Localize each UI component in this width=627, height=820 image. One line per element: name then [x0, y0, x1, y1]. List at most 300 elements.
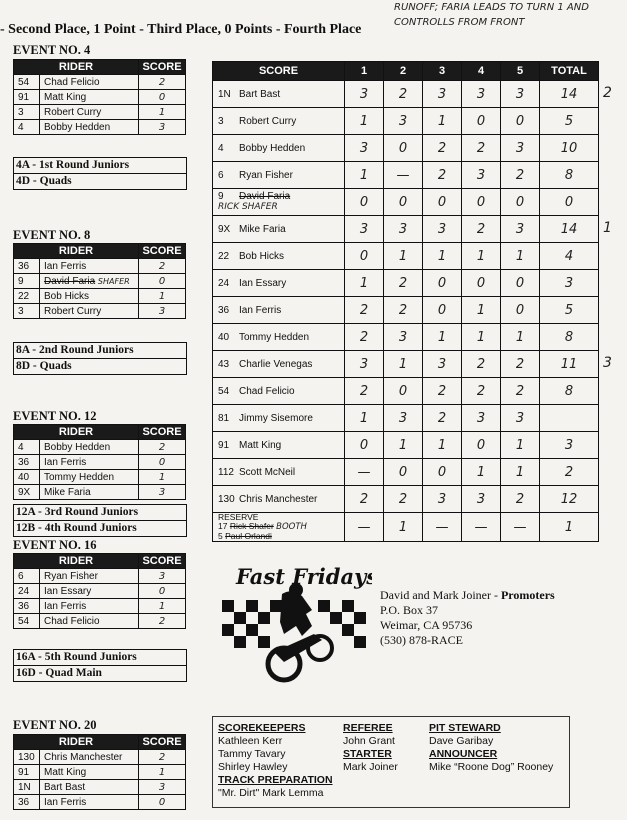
rider-name: Charlie Venegas — [239, 358, 313, 370]
table-row — [14, 120, 186, 135]
logo-graphic — [222, 560, 372, 685]
rider-name: Chad Felicio — [40, 75, 139, 90]
table-row — [14, 304, 186, 319]
heat-score: 2 — [423, 378, 462, 405]
heat-score: 3 — [462, 81, 501, 108]
heat-score: 2 — [501, 351, 540, 378]
heat-score: 1 — [462, 459, 501, 486]
col-header-heat: 2 — [384, 62, 423, 81]
officials-col-1 — [218, 722, 333, 800]
table-row — [14, 780, 186, 795]
table-row — [213, 351, 599, 378]
score-table-body — [213, 81, 599, 513]
rider-score: 1 — [139, 470, 186, 485]
table-row — [14, 455, 186, 470]
heat-score: 3 — [345, 135, 384, 162]
pit-steward-title: PIT STEWARD — [429, 722, 501, 734]
rider-number: 81 — [218, 412, 230, 424]
heat-score: 2 — [345, 324, 384, 351]
rider-score: 0 — [139, 584, 186, 599]
promoter-address-1: P.O. Box 37 — [380, 603, 439, 617]
total-score: 8 — [540, 162, 599, 189]
rider-name-crossed — [40, 274, 139, 289]
logo-text: Fast Fridays — [236, 564, 372, 589]
heat-score: 1 — [423, 243, 462, 270]
heat-score: 0 — [384, 378, 423, 405]
table-row — [213, 378, 599, 405]
promoter-address-2: Weimar, CA 95736 — [380, 618, 473, 632]
heat-score: 3 — [345, 81, 384, 108]
table-row — [14, 795, 186, 810]
score-header: SCORE — [139, 735, 186, 750]
heat-score: 2 — [462, 351, 501, 378]
rider-name: Ian Ferris — [40, 455, 139, 470]
rider-header: RIDER — [14, 60, 139, 75]
reserve-label: RESERVE — [218, 512, 259, 522]
heat-score: 1 — [501, 459, 540, 486]
rider-score: 1 — [139, 105, 186, 120]
heat-score: 2 — [462, 216, 501, 243]
rider-name: Bob Hicks — [239, 250, 285, 262]
table-row — [14, 105, 186, 120]
score-header: SCORE — [139, 554, 186, 569]
scorekeeper: Kathleen Kerr — [218, 735, 283, 747]
heat-score: 2 — [423, 162, 462, 189]
rider-score: 1 — [139, 599, 186, 614]
col-header-score: SCORE — [213, 62, 345, 81]
rider-number: 1N — [218, 88, 231, 100]
total-score: 14 — [540, 81, 599, 108]
rider-cell — [213, 135, 345, 162]
heat-score: 1 — [423, 108, 462, 135]
rider-name: Ryan Fisher — [239, 169, 293, 181]
rider-number: 112 — [218, 466, 234, 478]
rider-number: 9 — [218, 191, 224, 202]
heat-score: 0 — [501, 270, 540, 297]
heat-score: 2 — [501, 486, 540, 513]
rider-number: 130 — [218, 493, 235, 505]
rider-score: 2 — [139, 75, 186, 90]
rider-number: 36 — [14, 455, 40, 470]
round-label: 4A - 1st Round Juniors — [16, 159, 130, 171]
heat-score: 0 — [345, 243, 384, 270]
rider-name: Robert Curry — [239, 115, 297, 127]
replacement-note: SHAFER — [97, 276, 130, 286]
rider-name: Jimmy Sisemore — [239, 412, 313, 424]
rider-number: 36 — [218, 304, 230, 316]
rider-number: 91 — [14, 765, 40, 780]
rider-cell — [213, 324, 345, 351]
rider-score: 3 — [139, 569, 186, 584]
rider-name: Robert Curry — [40, 304, 139, 319]
rider-header: RIDER — [14, 425, 139, 440]
rider-header: RIDER — [14, 735, 139, 750]
heat-score: 1 — [345, 108, 384, 135]
heat-score: 0 — [423, 270, 462, 297]
table-row — [14, 259, 186, 274]
total-score: 14 — [540, 216, 599, 243]
heat-score: 3 — [423, 351, 462, 378]
rider-name: Chris Manchester — [40, 750, 139, 765]
table-row — [14, 75, 186, 90]
reserve-num-2: 5 — [218, 531, 223, 541]
announcer-title: ANNOUNCER — [429, 748, 498, 760]
table-row — [14, 289, 186, 304]
heat-score: 3 — [423, 81, 462, 108]
rider-cell — [213, 405, 345, 432]
rider-name: Mike Faria — [239, 223, 286, 235]
score-table — [212, 61, 599, 542]
heat-score: 3 — [501, 216, 540, 243]
table-row — [213, 324, 599, 351]
heat-score: 1 — [345, 270, 384, 297]
heat-score: 1 — [384, 243, 423, 270]
col-header-total: TOTAL — [540, 62, 599, 81]
rider-name: Tommy Hedden — [40, 470, 139, 485]
table-row — [14, 765, 186, 780]
event-8-table — [13, 243, 186, 319]
rider-number: 36 — [14, 795, 40, 810]
crossed-name: David Faria — [44, 275, 96, 287]
table-row — [14, 440, 186, 455]
track-prep: "Mr. Dirt" Mark Lemma — [218, 787, 324, 799]
rider-number: 4 — [14, 120, 40, 135]
heat-score: 3 — [345, 216, 384, 243]
rider-number: 9X — [14, 485, 40, 500]
officials-col-3 — [429, 722, 553, 774]
rider-name: Ryan Fisher — [40, 569, 139, 584]
heat-score: 1 — [501, 432, 540, 459]
total-score — [540, 405, 599, 432]
rider-number: 54 — [14, 614, 40, 629]
table-row — [14, 599, 186, 614]
heat-score: 2 — [345, 297, 384, 324]
table-row — [213, 297, 599, 324]
rider-name: Bobby Hedden — [40, 120, 139, 135]
rider-number: 3 — [218, 115, 224, 127]
scorekeeper: Tammy Tavary — [218, 748, 286, 760]
table-row — [213, 162, 599, 189]
heat-score: 2 — [384, 81, 423, 108]
total-score: 5 — [540, 108, 599, 135]
heat-score: 0 — [501, 108, 540, 135]
rider-name: Tommy Hedden — [239, 331, 310, 343]
rider-name: Chad Felicio — [239, 385, 295, 397]
referee: John Grant — [343, 735, 395, 747]
event-12-table — [13, 424, 186, 500]
table-row — [14, 485, 186, 500]
heat-score: 2 — [345, 378, 384, 405]
rider-name: David Faria — [239, 191, 291, 202]
heat-score: 1 — [462, 243, 501, 270]
table-row — [213, 189, 599, 216]
rider-number: 36 — [14, 599, 40, 614]
track-prep-title: TRACK PREPARATION — [218, 774, 333, 786]
rider-number: 9X — [218, 223, 231, 235]
heat-score: 0 — [345, 432, 384, 459]
placing-mark: 3 — [603, 354, 612, 371]
heat-score: — — [345, 513, 384, 542]
rider-name: Ian Ferris — [40, 259, 139, 274]
rider-number: 1N — [14, 780, 40, 795]
round-label: 4D - Quads — [14, 173, 186, 189]
heat-score: 3 — [462, 486, 501, 513]
heat-score: — — [462, 513, 501, 542]
rider-name: Ian Ferris — [40, 599, 139, 614]
table-row — [213, 243, 599, 270]
event-12-title: EVENT NO. 12 — [13, 409, 97, 423]
total-score: 10 — [540, 135, 599, 162]
rider-score: 2 — [139, 440, 186, 455]
heat-score: 0 — [462, 270, 501, 297]
reserve-line-2 — [218, 532, 344, 541]
table-row — [14, 584, 186, 599]
page-header: - Second Place, 1 Point - Third Place, 0 Points - Fourth Place — [0, 22, 362, 37]
heat-score: 0 — [501, 189, 540, 216]
table-row — [213, 135, 599, 162]
placing-mark: 2 — [603, 84, 612, 101]
heat-score: 3 — [501, 135, 540, 162]
table-row — [213, 216, 599, 243]
round-label: 8A - 2nd Round Juniors — [16, 344, 134, 356]
rider-score: 1 — [139, 289, 186, 304]
table-row — [213, 486, 599, 513]
rider-name: Mike Faria — [40, 485, 139, 500]
starter-title: STARTER — [343, 748, 392, 760]
heat-score: 1 — [384, 432, 423, 459]
rider-score: 2 — [139, 614, 186, 629]
promoter-names: David and Mark Joiner - — [380, 588, 501, 602]
heat-score: 1 — [462, 297, 501, 324]
heat-score: 0 — [462, 432, 501, 459]
heat-score: 1 — [423, 324, 462, 351]
round-label: 16A - 5th Round Juniors — [16, 651, 137, 663]
rider-number: 22 — [14, 289, 40, 304]
rider-number: 6 — [14, 569, 40, 584]
heat-score: 0 — [423, 189, 462, 216]
col-header-heat: 1 — [345, 62, 384, 81]
rider-cell — [213, 108, 345, 135]
rider-score: 3 — [139, 120, 186, 135]
table-row — [14, 274, 186, 289]
rider-score: 0 — [139, 455, 186, 470]
rider-number: 40 — [14, 470, 40, 485]
heat-score: 3 — [423, 216, 462, 243]
rider-number: 4 — [218, 142, 224, 154]
heat-score: 0 — [501, 297, 540, 324]
rider-score: 3 — [139, 485, 186, 500]
scorekeeper: Shirley Hawley — [218, 761, 288, 773]
rider-name: Matt King — [40, 90, 139, 105]
heat-score: 1 — [501, 324, 540, 351]
rider-name: Bart Bast — [239, 88, 281, 100]
reserve-note: BOOTH — [276, 522, 307, 532]
event-20-table — [13, 734, 186, 810]
rider-score: 0 — [139, 90, 186, 105]
rider-score: 3 — [139, 304, 186, 319]
rider-name: Bobby Hedden — [40, 440, 139, 455]
promoter-line — [380, 588, 555, 603]
rider-name: Matt King — [40, 765, 139, 780]
heat-score: 3 — [501, 81, 540, 108]
heat-score: 1 — [462, 324, 501, 351]
rider-cell — [213, 486, 345, 513]
rider-name: Ian Ferris — [239, 304, 282, 316]
heat-score: — — [423, 513, 462, 542]
rider-number: 4 — [14, 440, 40, 455]
rider-cell — [213, 81, 345, 108]
score-header: SCORE — [139, 425, 186, 440]
heat-score: 3 — [345, 351, 384, 378]
heat-score: 2 — [462, 378, 501, 405]
scorekeepers-title: SCOREKEEPERS — [218, 722, 306, 734]
rider-name: Matt King — [239, 439, 282, 451]
rider-number: 54 — [218, 385, 230, 397]
heat-score: 1 — [345, 405, 384, 432]
promoter-phone: (530) 878-RACE — [380, 633, 463, 647]
rider-name: Ian Essary — [40, 584, 139, 599]
rider-number: 22 — [218, 250, 230, 262]
total-score: 5 — [540, 297, 599, 324]
replacement-note: RICK SHAFER — [218, 202, 278, 212]
heat-score: 2 — [384, 486, 423, 513]
table-row — [213, 81, 599, 108]
heat-score: — — [384, 162, 423, 189]
heat-score: 3 — [462, 162, 501, 189]
rider-number: 9 — [14, 274, 40, 289]
rider-number: 3 — [14, 105, 40, 120]
rider-cell — [213, 270, 345, 297]
round-label: 8D - Quads — [14, 358, 186, 374]
heat-score: 1 — [501, 243, 540, 270]
heat-score: 2 — [384, 270, 423, 297]
rider-number: 91 — [14, 90, 40, 105]
event-20-title: EVENT NO. 20 — [13, 718, 97, 732]
col-header-heat: 3 — [423, 62, 462, 81]
heat-score: 0 — [462, 108, 501, 135]
round-label: 12A - 3rd Round Juniors — [16, 506, 139, 518]
heat-score: 1 — [423, 432, 462, 459]
heat-score: 2 — [501, 162, 540, 189]
rider-number: 24 — [14, 584, 40, 599]
table-row — [14, 569, 186, 584]
rider-number: 24 — [218, 277, 230, 289]
heat-score: — — [345, 459, 384, 486]
reserve-name-1: Rick Shafer — [229, 521, 274, 531]
promoter-info — [380, 588, 555, 648]
total-score: 8 — [540, 378, 599, 405]
round-box-8 — [13, 342, 187, 375]
table-row — [213, 270, 599, 297]
heat-score: 1 — [384, 351, 423, 378]
round-box-16 — [13, 649, 187, 682]
score-header: SCORE — [139, 244, 186, 259]
round-box-12 — [13, 504, 187, 537]
heat-score: 0 — [462, 189, 501, 216]
starter: Mark Joiner — [343, 761, 398, 773]
table-row — [213, 405, 599, 432]
score-header: SCORE — [139, 60, 186, 75]
rider-name: Ian Ferris — [40, 795, 139, 810]
rider-number: 6 — [218, 169, 224, 181]
rider-score: 2 — [139, 750, 186, 765]
rider-number: 54 — [14, 75, 40, 90]
announcer: Mike “Roone Dog” Rooney — [429, 761, 554, 773]
heat-score: 3 — [384, 405, 423, 432]
rider-score: 1 — [139, 765, 186, 780]
rider-name: Scott McNeil — [239, 466, 296, 478]
heat-score: 0 — [345, 189, 384, 216]
table-row — [14, 750, 186, 765]
table-row — [14, 470, 186, 485]
rider-score: 0 — [139, 274, 186, 289]
rider-cell — [213, 432, 345, 459]
reserve-num-1: 17 — [218, 521, 228, 531]
table-row — [213, 432, 599, 459]
rider-cell — [213, 378, 345, 405]
total-score: 1 — [540, 513, 599, 542]
total-score: 3 — [540, 270, 599, 297]
total-score: 4 — [540, 243, 599, 270]
rider-cell — [213, 297, 345, 324]
handwritten-note: RUNOFF; FARIA LEADS TO TURN 1 AND CONTROLLS FROM FRONT — [394, 2, 589, 28]
rider-number: 36 — [14, 259, 40, 274]
heat-score: 3 — [384, 324, 423, 351]
heat-score: 0 — [384, 459, 423, 486]
heat-score: 0 — [423, 459, 462, 486]
rider-name: Bob Hicks — [40, 289, 139, 304]
heat-score: 2 — [501, 378, 540, 405]
event-16-table — [13, 553, 186, 629]
rider-score: 2 — [139, 259, 186, 274]
rider-number: 43 — [218, 358, 230, 370]
rider-header: RIDER — [14, 244, 139, 259]
rider-name: Bart Bast — [40, 780, 139, 795]
officials-box — [212, 716, 570, 808]
table-row — [213, 108, 599, 135]
heat-score: 0 — [384, 189, 423, 216]
total-score: 8 — [540, 324, 599, 351]
col-header-heat: 5 — [501, 62, 540, 81]
rider-cell — [213, 162, 345, 189]
table-row — [213, 459, 599, 486]
rider-number: 130 — [14, 750, 40, 765]
rider-cell — [213, 351, 345, 378]
event-4-title: EVENT NO. 4 — [13, 43, 91, 57]
table-row — [14, 90, 186, 105]
rider-cell — [213, 189, 345, 216]
rider-name: Ian Essary — [239, 277, 287, 289]
rider-number: 3 — [14, 304, 40, 319]
heat-score: 2 — [384, 297, 423, 324]
total-score: 11 — [540, 351, 599, 378]
heat-score: 2 — [462, 135, 501, 162]
heat-score: 2 — [345, 486, 384, 513]
rider-cell — [213, 243, 345, 270]
heat-score: 2 — [423, 405, 462, 432]
event-4-table — [13, 59, 186, 135]
total-score: 0 — [540, 189, 599, 216]
round-label: 12B - 4th Round Juniors — [14, 520, 186, 536]
rider-name: Bobby Hedden — [239, 142, 306, 154]
rider-cell — [213, 216, 345, 243]
heat-score: — — [501, 513, 540, 542]
heat-score: 3 — [462, 405, 501, 432]
round-label: 16D - Quad Main — [14, 665, 186, 681]
total-score: 2 — [540, 459, 599, 486]
officials-col-2 — [343, 722, 398, 774]
heat-score: 3 — [423, 486, 462, 513]
